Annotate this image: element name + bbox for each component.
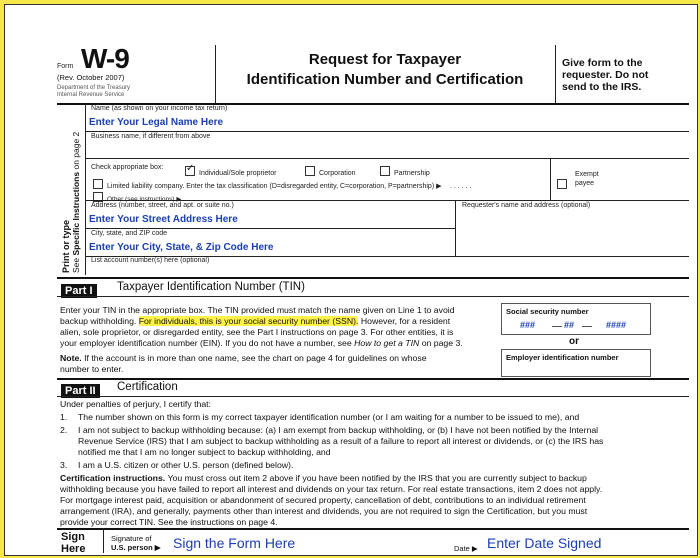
city-label: City, state, and ZIP code bbox=[91, 230, 168, 237]
address-label: Address (number, street, and apt. or suite no.) bbox=[91, 202, 234, 209]
form-frame bbox=[4, 4, 698, 556]
dept-line1: Department of the Treasury bbox=[57, 85, 131, 91]
checkbox-exempt-box[interactable] bbox=[557, 179, 567, 189]
ssn-label: Social security number bbox=[506, 307, 589, 316]
part1-instructions: Enter your TIN in the appropriate box. The TIN provided must match the name given on Line 1 to avoid backup withholding. For individuals, this is your social security number (SSN). However, for a resident alien, sole proprietor, or disregarded entity, see the Part I instructions on page 3. For other entities, it is your employer identification number (EIN). If you do not have a number, see How to get a TIN on page 3. bbox=[60, 305, 463, 348]
ein-label: Employer identification number bbox=[506, 353, 619, 362]
signature-label: Signature of U.S. person ▶ bbox=[111, 534, 161, 552]
cert-item2: I am not subject to backup withholding because: (a) I am exempt from backup withholding, or (b) I have not been notified by the Internal Revenue Service (IRS) that I am subject to backup withholding as a result of a failure to report all interest or dividends, or (c) the IRS has notified me that I am no longer subject to backup withholding, and bbox=[78, 425, 604, 457]
business-field[interactable] bbox=[89, 143, 649, 155]
account-label: List account number(s) here (optional) bbox=[91, 257, 210, 264]
cert-item2-num: 2. bbox=[60, 425, 68, 435]
part1-tag: Part I bbox=[61, 281, 97, 299]
part2-title: Certification bbox=[117, 381, 178, 393]
form-number: W-9 bbox=[81, 43, 129, 74]
give-form-line2: requester. Do not bbox=[562, 69, 649, 81]
give-form-line3: send to the IRS. bbox=[562, 81, 642, 93]
check-mark-icon: ✓ bbox=[186, 162, 195, 174]
print-or-type-label: Print or type bbox=[61, 219, 71, 273]
sign-here-label: Sign Here bbox=[61, 531, 86, 555]
check-label: Check appropriate box: bbox=[91, 164, 164, 171]
title-line1: Request for Taxpayer bbox=[308, 51, 462, 68]
cert-intro: Under penalties of perjury, I certify that: bbox=[60, 399, 211, 409]
ssn-part3[interactable]: #### bbox=[606, 320, 627, 330]
cert-item3: I am a U.S. citizen or other U.S. person (defined below). bbox=[78, 460, 294, 470]
revision: (Rev. October 2007) bbox=[57, 73, 125, 82]
cert-item1: The number shown on this form is my correct taxpayer identification number (or I am waiting for a number to be issued to me), and bbox=[78, 412, 580, 422]
ssn-part1[interactable]: ### bbox=[520, 320, 536, 330]
cert-item3-num: 3. bbox=[60, 460, 68, 470]
or-text: or bbox=[569, 336, 579, 347]
checkbox-exempt[interactable] bbox=[557, 175, 571, 193]
part2-tag: Part II bbox=[61, 381, 100, 399]
account-field[interactable] bbox=[89, 267, 679, 275]
specific-instructions-label: See Specific Instructions on page 2 bbox=[71, 131, 81, 273]
name-label: Name (as shown on your income tax return) bbox=[91, 105, 228, 112]
ein-box[interactable] bbox=[501, 349, 651, 377]
ssn-box[interactable] bbox=[501, 303, 651, 335]
opt-other-label: Other (see instructions) ▶ bbox=[107, 196, 182, 203]
opt-individual-label: Individual/Sole proprietor bbox=[199, 170, 277, 177]
ssn-part2[interactable]: ## bbox=[564, 320, 575, 330]
business-label: Business name, if different from above bbox=[91, 133, 211, 140]
part1-title: Taxpayer Identification Number (TIN) bbox=[117, 281, 305, 293]
title-line2: Identification Number and Certification bbox=[246, 71, 524, 88]
part1-note: Note. If the account is in more than one name, see the chart on page 4 for guidelines on whose number to enter. bbox=[60, 353, 427, 374]
give-form-note bbox=[562, 57, 648, 93]
requester-field[interactable] bbox=[460, 213, 685, 253]
opt-llc-label: Limited liability company. Enter the tax classification (D=disregarded entity, C=corporation, P=partnership) ▶ bbox=[107, 183, 442, 190]
signature-field[interactable]: Sign the Form Here bbox=[173, 535, 296, 551]
opt-corporation-label: Corporation bbox=[319, 170, 356, 177]
requester-label: Requester's name and address (optional) bbox=[462, 202, 591, 209]
cert-item1-num: 1. bbox=[60, 412, 68, 422]
dept-line2: Internal Revenue Service bbox=[57, 92, 125, 98]
cert-instructions: Certification instructions. You must cross out item 2 above if you have been notified by the IRS that you are currently subject to backup withholding because you have failed to report all interest and dividends on your tax return. For real estate transactions, item 2 does not apply. For mortgage interest paid, acquisition or abandonment of secured property, cancellation of debt, contributions to an individual retirement arrangement (IRA), and generally, payments other than interest and dividends, you are not required to sign the Certification, but you must provide your correct TIN. See the instructions on page 4. bbox=[60, 473, 603, 527]
form-word: Form bbox=[57, 63, 74, 70]
address-field[interactable]: Enter Your Street Address Here bbox=[89, 214, 238, 225]
date-field[interactable]: Enter Date Signed bbox=[487, 535, 602, 551]
llc-classification-blank[interactable]: . . . . . . bbox=[449, 183, 472, 190]
name-field[interactable]: Enter Your Legal Name Here bbox=[89, 117, 224, 128]
ssn-highlight: For individuals, this is your social security number (SSN). bbox=[138, 316, 359, 326]
give-form-line1: Give form to the bbox=[562, 57, 643, 69]
w9-form bbox=[5, 5, 697, 555]
city-field[interactable]: Enter Your City, State, & Zip Code Here bbox=[89, 242, 274, 253]
exempt-payee-label: Exempt payee bbox=[575, 171, 599, 187]
opt-partnership-label: Partnership bbox=[394, 170, 430, 177]
date-label: Date ▶ bbox=[454, 544, 478, 553]
